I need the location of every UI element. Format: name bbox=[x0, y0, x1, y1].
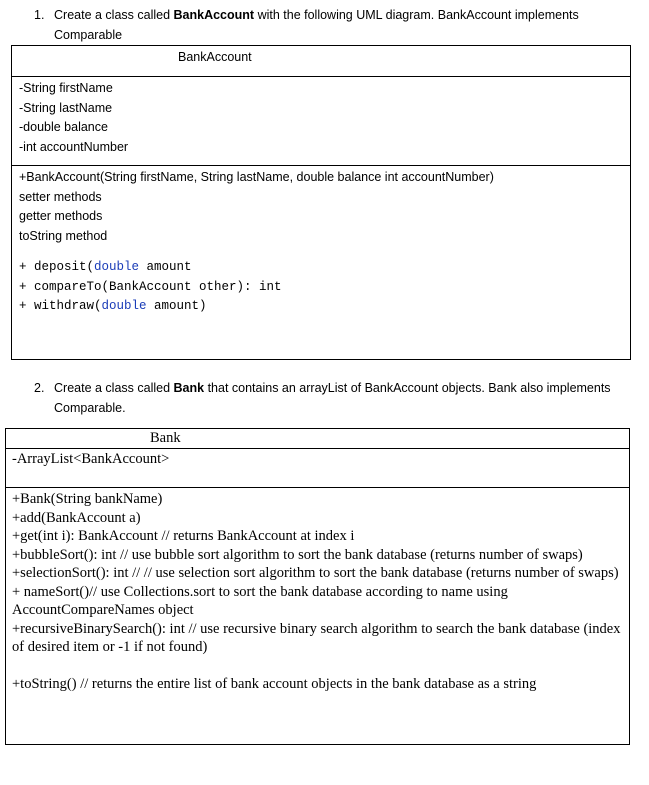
bankaccount-uml-diagram bbox=[11, 45, 631, 360]
uml-attribute: -ArrayList<BankAccount> bbox=[12, 451, 170, 467]
question-1-text-pre: Create a class called bbox=[54, 8, 174, 22]
uml-method: +get(int i): BankAccount // returns BankAccount at index i bbox=[12, 528, 355, 544]
question-2-number: 2. bbox=[34, 381, 45, 395]
uml-method: setter methods bbox=[19, 189, 102, 204]
code-text: + withdraw( bbox=[19, 299, 102, 313]
uml-class-title: BankAccount bbox=[178, 50, 252, 64]
uml-attributes-section bbox=[6, 448, 629, 487]
code-text: amount) bbox=[146, 299, 207, 313]
uml-attribute: -String lastName bbox=[19, 100, 113, 115]
question-2-text bbox=[54, 379, 634, 418]
uml-method: getter methods bbox=[19, 209, 103, 223]
question-1 bbox=[34, 6, 634, 45]
question-2-text-post: that contains an arrayList of BankAccount objects. Bank also implements Comparable. bbox=[54, 381, 611, 415]
uml-attribute: -double balance bbox=[19, 120, 108, 134]
uml-methods-section bbox=[6, 487, 629, 693]
uml-method: +selectionSort(): int // // use selection sort algorithm to sort the bank database (returns number of swaps) bbox=[12, 565, 619, 581]
uml-method: + nameSort()// use Collections.sort to sort the bank database according to name using AccountCompareNames object bbox=[12, 583, 508, 618]
question-1-class-name: BankAccount bbox=[173, 8, 255, 22]
uml-method-tostring: +toString() // returns the entire list of bank account objects in the bank database as a string bbox=[12, 675, 537, 692]
uml-methods-section bbox=[12, 165, 630, 317]
uml-method: toString method bbox=[19, 228, 108, 243]
uml-method-compareto: + compareTo(BankAccount other): int bbox=[19, 279, 282, 294]
code-keyword: double bbox=[94, 260, 140, 274]
question-2-class-name: Bank bbox=[173, 381, 205, 395]
code-text: + deposit( bbox=[19, 260, 95, 274]
uml-method: +BankAccount(String firstName, String lastName, double balance int accountNumber) bbox=[19, 170, 494, 184]
question-2 bbox=[34, 379, 634, 418]
uml-method: +bubbleSort(): int // use bubble sort algorithm to sort the bank database (returns number of swaps) bbox=[12, 546, 583, 563]
code-keyword: double bbox=[101, 299, 147, 313]
question-1-text bbox=[54, 6, 634, 45]
uml-attributes-section bbox=[12, 76, 630, 165]
uml-method: +add(BankAccount a) bbox=[12, 509, 141, 526]
question-1-number: 1. bbox=[34, 8, 45, 22]
uml-attribute: -int accountNumber bbox=[19, 139, 129, 154]
question-1-text-post: with the following UML diagram. BankAccount implements Comparable bbox=[54, 8, 579, 42]
bank-uml-diagram bbox=[5, 428, 630, 745]
uml-method-withdraw bbox=[19, 297, 630, 317]
uml-method: +recursiveBinarySearch(): int // use recursive binary search algorithm to search the bank database (index of desired item or -1 if not found) bbox=[12, 620, 621, 655]
uml-method-deposit bbox=[19, 258, 630, 278]
uml-class-title: Bank bbox=[150, 430, 181, 446]
question-2-text-pre: Create a class called bbox=[54, 381, 174, 395]
uml-method: +Bank(String bankName) bbox=[12, 491, 163, 507]
code-text: amount bbox=[139, 260, 192, 274]
uml-attribute: -String firstName bbox=[19, 81, 113, 95]
